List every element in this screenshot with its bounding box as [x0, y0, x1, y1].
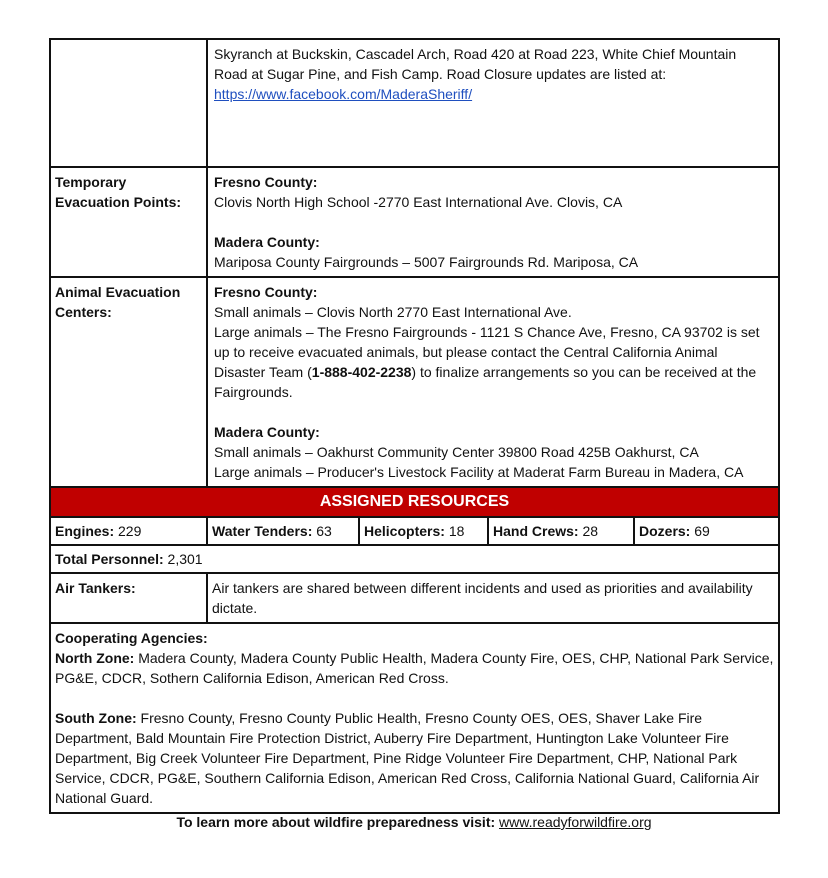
engines-count: 229	[118, 523, 142, 539]
air-tankers-label: Air Tankers:	[51, 574, 208, 622]
animal-centers-cell	[208, 278, 778, 486]
resources-counts-row	[51, 516, 778, 544]
hand-crews-count: 28	[582, 523, 599, 539]
water-tenders-count: 63	[316, 523, 332, 539]
animal-madera-small: Small animals – Oakhurst Community Center 39800 Road 425B Oakhurst, CA	[214, 444, 699, 460]
cooperating-agencies-cell	[51, 622, 778, 812]
animal-fresno-small: Small animals – Clovis North 2770 East International Ave.	[214, 304, 572, 320]
sheriff-facebook-link[interactable]: https://www.facebook.com/MaderaSheriff/	[214, 86, 473, 102]
water-tenders-cell: Water Tenders: 63	[208, 518, 360, 544]
footer-text: To learn more about wildfire preparedness visit:	[176, 814, 496, 830]
north-zone-agencies: North Zone: Madera County, Madera County Public Health, Madera County Fire, OES, CHP, National Park Service, PG&E, CDCR, Sothern California Edison, American Red Cross.	[55, 650, 774, 686]
footer	[0, 814, 828, 830]
animal-madera-title: Madera County:	[214, 424, 320, 440]
air-tankers-row	[51, 572, 778, 622]
road-closures-label-cell	[51, 40, 208, 166]
total-personnel-count: 2,301	[167, 551, 203, 567]
agencies-title: Cooperating Agencies:	[55, 630, 208, 646]
air-tankers-text: Air tankers are shared between different incidents and used as priorities and availability dictate.	[212, 580, 753, 616]
helicopters-cell: Helicopters: 18	[360, 518, 489, 544]
evacuation-points-cell	[208, 168, 778, 276]
road-closures-text: Skyranch at Buckskin, Cascadel Arch, Road 420 at Road 223, White Chief Mountain Road at Sugar Pine, and Fish Camp. Road Closure updates are listed at:	[214, 46, 737, 82]
animal-fresno-large: Large animals – The Fresno Fairgrounds - 1121 S Chance Ave, Fresno, CA 93702 is set up to receive evacuated animals, but please contact the Central California Animal Disaster Team (1-888-402-2238) to finalize arrangements so you can be received at the Fairgrounds.	[214, 324, 760, 400]
incident-table	[49, 38, 780, 814]
dozers-cell: Dozers: 69	[639, 523, 710, 539]
south-zone-agencies: South Zone: Fresno County, Fresno County Public Health, Fresno County OES, OES, Shaver Lake Fire Department, Bald Mountain Fire Protection District, Auberry Fire Department, Huntington Lake Volunteer Fire Department, Big Creek Volunteer Fire Department, Pine Ridge Volunteer Fire Department, CHP, National Park Service, CDCR, PG&E, Southern California Edison, American Red Cross, California National Guard, California Air National Guard.	[55, 710, 760, 806]
animal-madera-large: Large animals – Producer's Livestock Facility at Maderat Farm Bureau in Madera, CA	[214, 464, 744, 480]
animal-centers-label: Animal Evacuation Centers:	[51, 278, 208, 486]
road-closures-row	[51, 40, 778, 166]
dozers-count: 69	[694, 523, 710, 539]
evac-madera-title: Madera County:	[214, 234, 320, 250]
assigned-resources-banner: ASSIGNED RESOURCES	[51, 486, 778, 516]
animal-team-phone: 1-888-402-2238	[311, 364, 412, 380]
evacuation-points-label: Temporary Evacuation Points:	[51, 168, 208, 276]
evac-madera-text: Mariposa County Fairgrounds – 5007 Fairgrounds Rd. Mariposa, CA	[214, 254, 639, 270]
evac-fresno-text: Clovis North High School -2770 East International Ave. Clovis, CA	[214, 194, 623, 210]
animal-centers-row	[51, 276, 778, 486]
readyforwildfire-link[interactable]: www.readyforwildfire.org	[499, 814, 652, 830]
animal-fresno-title: Fresno County:	[214, 284, 318, 300]
evacuation-points-row	[51, 166, 778, 276]
evac-fresno-title: Fresno County:	[214, 174, 318, 190]
engines-cell: Engines: 229	[51, 518, 208, 544]
total-personnel-row: Total Personnel: 2,301	[51, 544, 778, 572]
hand-crews-cell: Hand Crews: 28	[489, 518, 635, 544]
road-closures-cell	[208, 40, 778, 166]
helicopters-count: 18	[448, 523, 465, 539]
